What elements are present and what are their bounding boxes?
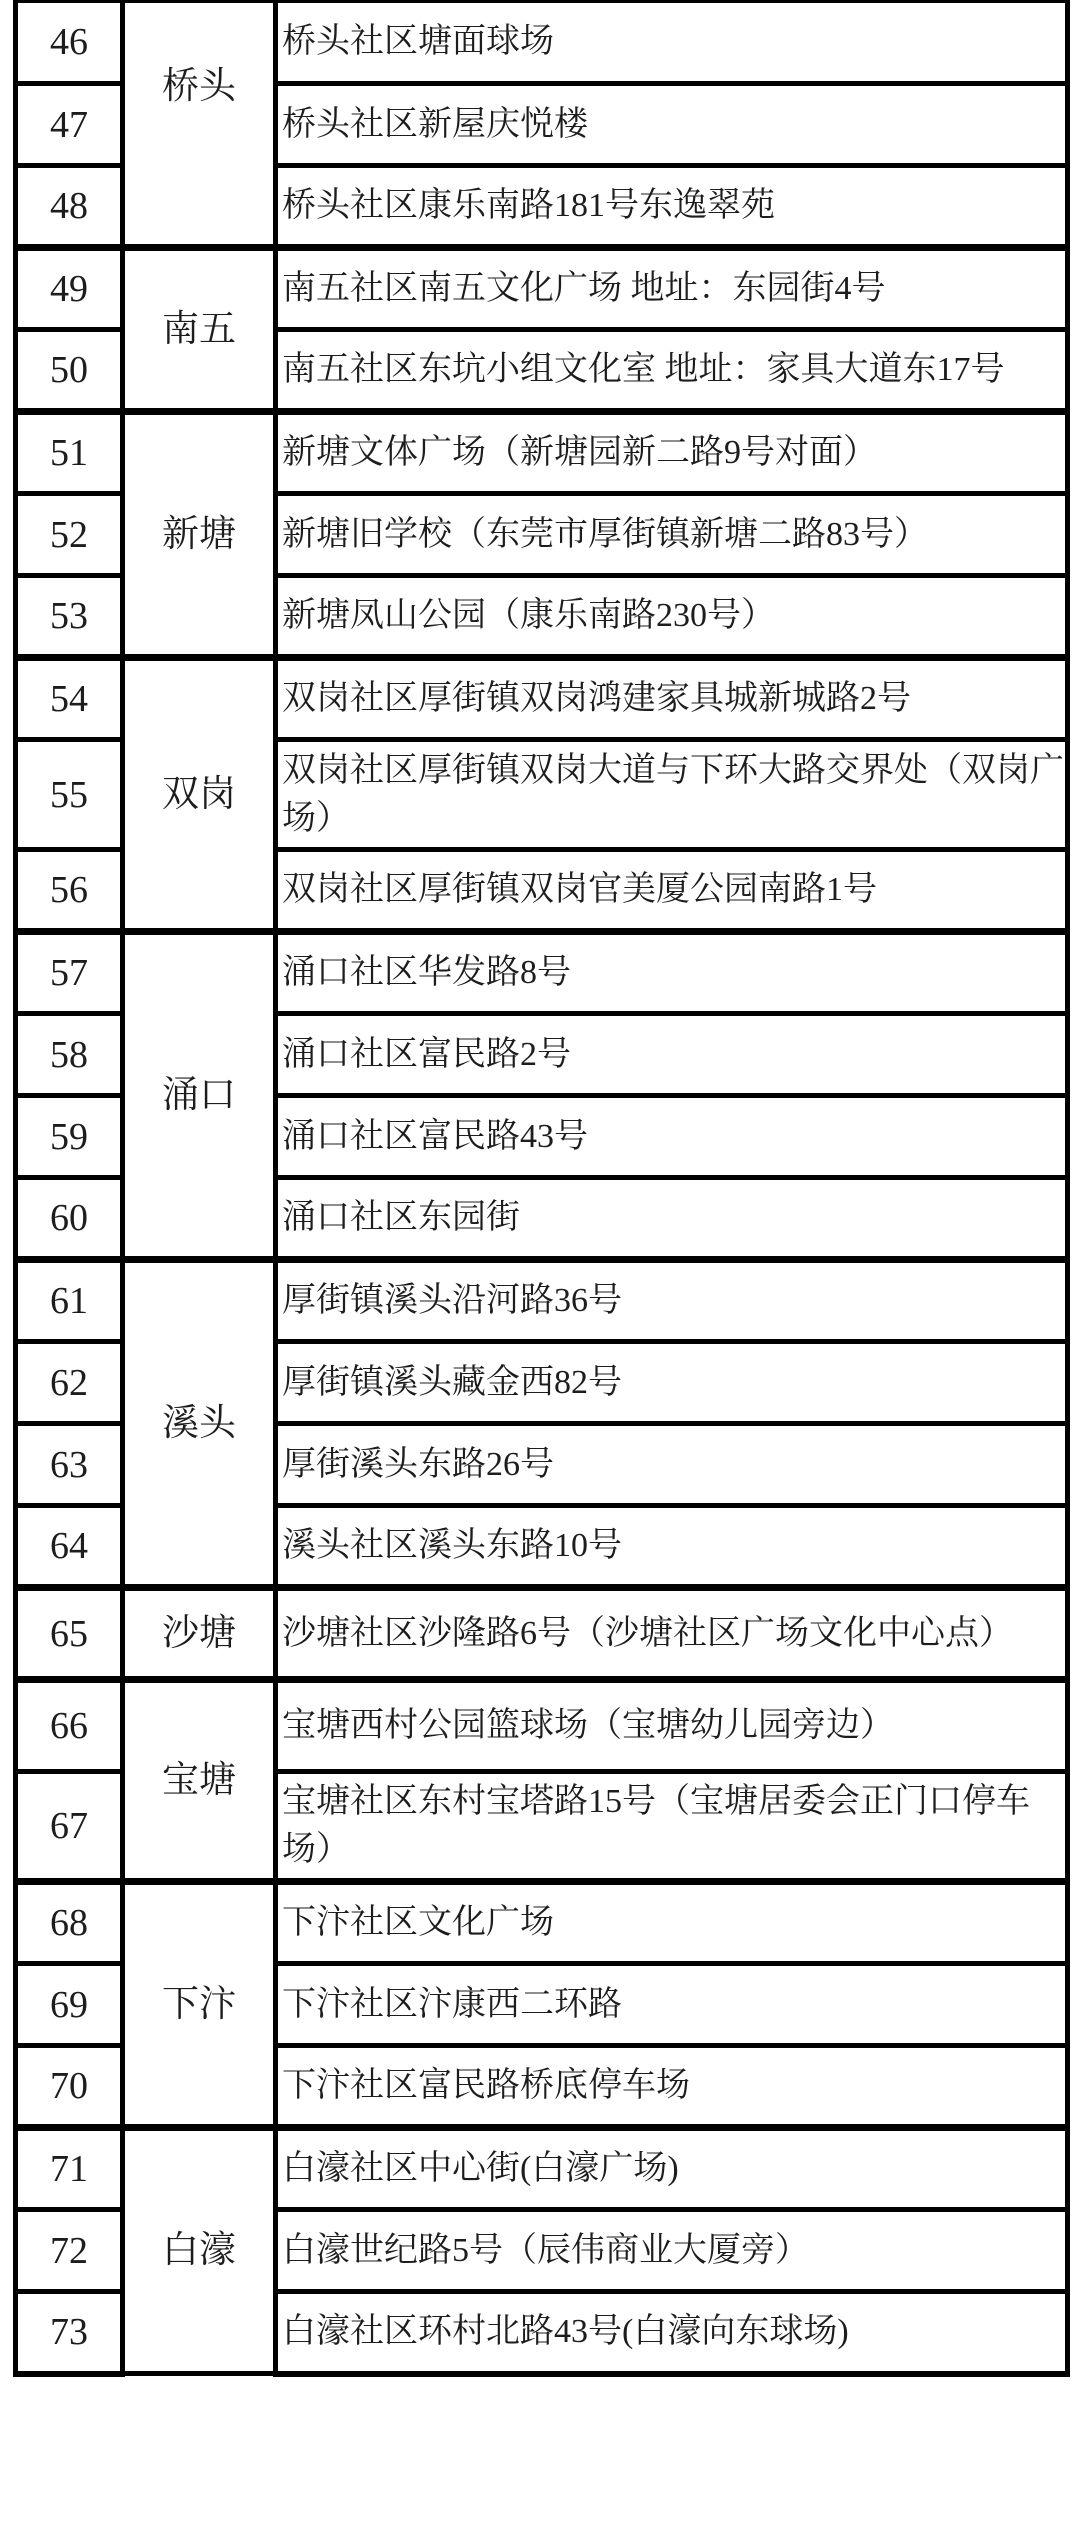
location-cell: 厚街镇溪头沿河路36号 bbox=[276, 1260, 1068, 1342]
row-number-cell: 52 bbox=[16, 494, 123, 576]
row-number-cell: 58 bbox=[16, 1014, 123, 1096]
row-number-cell: 46 bbox=[16, 2, 123, 84]
community-group-cell: 双岗 bbox=[123, 658, 276, 932]
row-number-cell: 73 bbox=[16, 2292, 123, 2374]
row-number-cell: 59 bbox=[16, 1096, 123, 1178]
location-cell: 涌口社区华发路8号 bbox=[276, 932, 1068, 1014]
table-row bbox=[16, 248, 1068, 330]
community-group-cell: 白濠 bbox=[123, 2128, 276, 2374]
row-number-cell: 66 bbox=[16, 1680, 123, 1772]
community-group-cell: 涌口 bbox=[123, 932, 276, 1260]
row-number-cell: 67 bbox=[16, 1772, 123, 1882]
location-cell: 白濠社区中心街(白濠广场) bbox=[276, 2128, 1068, 2210]
location-cell: 新塘旧学校（东莞市厚街镇新塘二路83号） bbox=[276, 494, 1068, 576]
row-number-cell: 64 bbox=[16, 1506, 123, 1588]
row-number-cell: 60 bbox=[16, 1178, 123, 1260]
row-number-cell: 71 bbox=[16, 2128, 123, 2210]
row-number-cell: 50 bbox=[16, 330, 123, 412]
table-row bbox=[16, 658, 1068, 740]
location-cell: 下汴社区文化广场 bbox=[276, 1882, 1068, 1964]
table-row bbox=[16, 2, 1068, 84]
location-cell: 双岗社区厚街镇双岗鸿建家具城新城路2号 bbox=[276, 658, 1068, 740]
location-cell: 涌口社区富民路43号 bbox=[276, 1096, 1068, 1178]
location-cell: 桥头社区塘面球场 bbox=[276, 2, 1068, 84]
location-cell: 宝塘社区东村宝塔路15号（宝塘居委会正门口停车场） bbox=[276, 1772, 1068, 1882]
location-cell: 沙塘社区沙隆路6号（沙塘社区广场文化中心点） bbox=[276, 1588, 1068, 1680]
location-cell: 厚街镇溪头藏金西82号 bbox=[276, 1342, 1068, 1424]
community-group-cell: 下汴 bbox=[123, 1882, 276, 2128]
locations-table bbox=[13, 0, 1070, 2377]
community-group-cell: 新塘 bbox=[123, 412, 276, 658]
table-row bbox=[16, 2128, 1068, 2210]
row-number-cell: 72 bbox=[16, 2210, 123, 2292]
row-number-cell: 68 bbox=[16, 1882, 123, 1964]
location-cell: 南五社区南五文化广场 地址：东园街4号 bbox=[276, 248, 1068, 330]
row-number-cell: 51 bbox=[16, 412, 123, 494]
location-cell: 溪头社区溪头东路10号 bbox=[276, 1506, 1068, 1588]
location-cell: 涌口社区富民路2号 bbox=[276, 1014, 1068, 1096]
row-number-cell: 54 bbox=[16, 658, 123, 740]
location-cell: 白濠社区环村北路43号(白濠向东球场) bbox=[276, 2292, 1068, 2374]
table-row bbox=[16, 1260, 1068, 1342]
location-cell: 南五社区东坑小组文化室 地址：家具大道东17号 bbox=[276, 330, 1068, 412]
row-number-cell: 69 bbox=[16, 1964, 123, 2046]
community-group-cell: 溪头 bbox=[123, 1260, 276, 1588]
row-number-cell: 70 bbox=[16, 2046, 123, 2128]
row-number-cell: 65 bbox=[16, 1588, 123, 1680]
row-number-cell: 57 bbox=[16, 932, 123, 1014]
row-number-cell: 49 bbox=[16, 248, 123, 330]
row-number-cell: 61 bbox=[16, 1260, 123, 1342]
table-row bbox=[16, 1680, 1068, 1772]
row-number-cell: 48 bbox=[16, 166, 123, 248]
community-group-cell: 南五 bbox=[123, 248, 276, 412]
table-row bbox=[16, 1588, 1068, 1680]
locations-table-body bbox=[16, 2, 1068, 2374]
location-cell: 厚街溪头东路26号 bbox=[276, 1424, 1068, 1506]
location-cell: 白濠世纪路5号（辰伟商业大厦旁） bbox=[276, 2210, 1068, 2292]
table-row bbox=[16, 932, 1068, 1014]
location-cell: 双岗社区厚街镇双岗大道与下环大路交界处（双岗广场） bbox=[276, 740, 1068, 850]
community-group-cell: 桥头 bbox=[123, 2, 276, 248]
location-cell: 双岗社区厚街镇双岗官美厦公园南路1号 bbox=[276, 850, 1068, 932]
location-cell: 涌口社区东园街 bbox=[276, 1178, 1068, 1260]
community-group-cell: 沙塘 bbox=[123, 1588, 276, 1680]
location-cell: 新塘文体广场（新塘园新二路9号对面） bbox=[276, 412, 1068, 494]
location-cell: 宝塘西村公园篮球场（宝塘幼儿园旁边） bbox=[276, 1680, 1068, 1772]
table-row bbox=[16, 412, 1068, 494]
row-number-cell: 63 bbox=[16, 1424, 123, 1506]
row-number-cell: 56 bbox=[16, 850, 123, 932]
row-number-cell: 55 bbox=[16, 740, 123, 850]
location-cell: 桥头社区新屋庆悦楼 bbox=[276, 84, 1068, 166]
community-group-cell: 宝塘 bbox=[123, 1680, 276, 1882]
location-cell: 新塘凤山公园（康乐南路230号） bbox=[276, 576, 1068, 658]
row-number-cell: 53 bbox=[16, 576, 123, 658]
table-row bbox=[16, 1882, 1068, 1964]
location-cell: 桥头社区康乐南路181号东逸翠苑 bbox=[276, 166, 1068, 248]
row-number-cell: 47 bbox=[16, 84, 123, 166]
location-cell: 下汴社区富民路桥底停车场 bbox=[276, 2046, 1068, 2128]
location-cell: 下汴社区汴康西二环路 bbox=[276, 1964, 1068, 2046]
row-number-cell: 62 bbox=[16, 1342, 123, 1424]
